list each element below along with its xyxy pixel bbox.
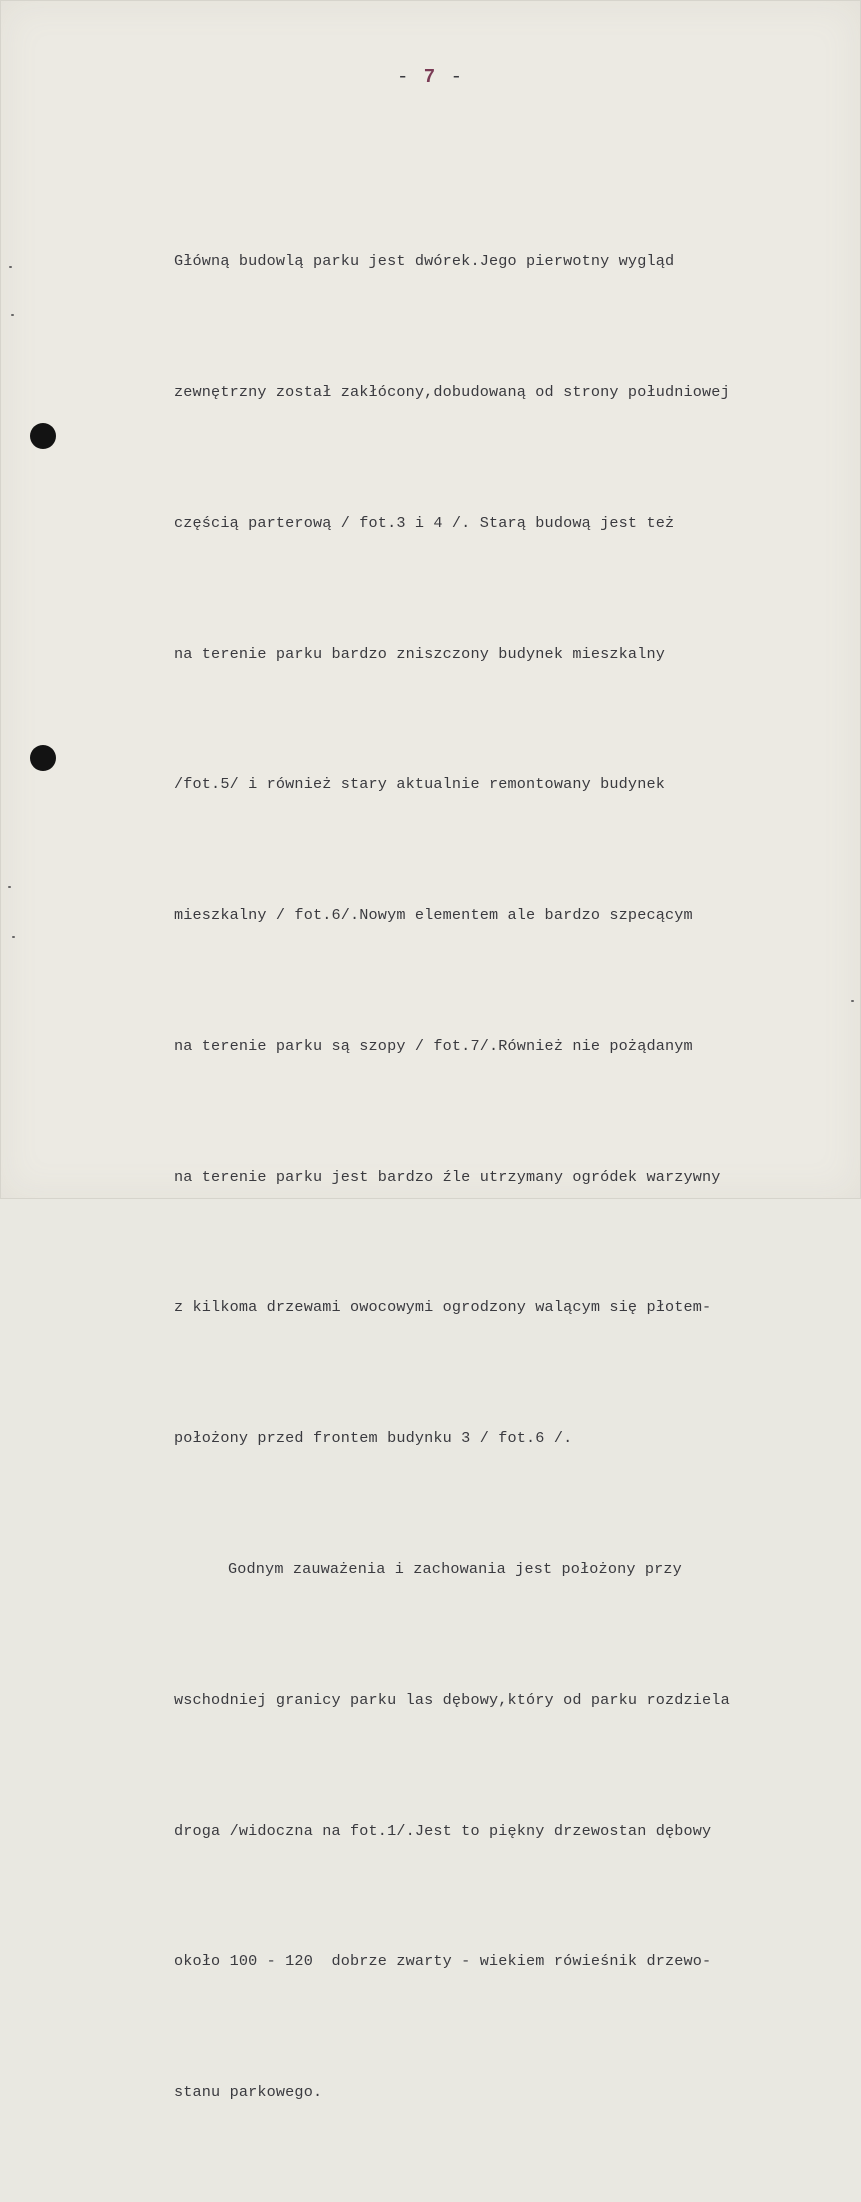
text-line: z kilkoma drzewami owocowymi ogrodzony walącym się płotem- xyxy=(174,1298,712,1317)
text-line: częścią parterową / fot.3 i 4 /. Starą budową jest też xyxy=(174,513,675,532)
text-line: droga /widoczna na fot.1/.Jest to piękny drzewostan dębowy xyxy=(174,1821,712,1840)
page-number xyxy=(0,66,861,88)
text-line: zewnętrzny został zakłócony,dobudowaną od strony południowej xyxy=(174,382,730,401)
text-line: na terenie parku są szopy / fot.7/.Również nie pożądanym xyxy=(174,1036,693,1055)
text-line: mieszkalny / fot.6/.Nowym elementem ale bardzo szpecącym xyxy=(174,906,693,925)
text-line: Godnym zauważenia i zachowania jest położony przy xyxy=(228,1560,682,1578)
punch-hole-bottom xyxy=(30,745,56,771)
text-line: stanu parkowego. xyxy=(174,2083,323,2102)
paper-speck xyxy=(11,314,14,316)
page-number-prefix: - xyxy=(396,66,424,88)
text-line: wschodniej granicy parku las dębowy,który od parku rozdziela xyxy=(174,1690,730,1709)
paper-speck xyxy=(8,886,11,888)
page-number-suffix: - xyxy=(437,66,465,88)
text-line: na terenie parku bardzo zniszczony budynek mieszkalny xyxy=(174,644,665,663)
body-text xyxy=(174,153,834,2202)
text-line: /fot.5/ i również stary aktualnie remontowany budynek xyxy=(174,775,665,794)
paper-speck xyxy=(851,1000,854,1002)
text-line: Główną budowlą parku jest dwórek.Jego pierwotny wygląd xyxy=(174,252,675,271)
text-line: na terenie parku jest bardzo źle utrzymany ogródek warzywny xyxy=(174,1167,721,1186)
page-number-digit: 7 xyxy=(423,66,438,88)
paper-speck xyxy=(12,936,15,938)
text-line: położony przed frontem budynku 3 / fot.6 /. xyxy=(174,1429,573,1448)
punch-hole-top xyxy=(30,423,56,449)
text-line: około 100 - 120 dobrze zwarty - wiekiem rówieśnik drzewo- xyxy=(174,1952,712,1971)
paper-speck xyxy=(9,266,12,268)
